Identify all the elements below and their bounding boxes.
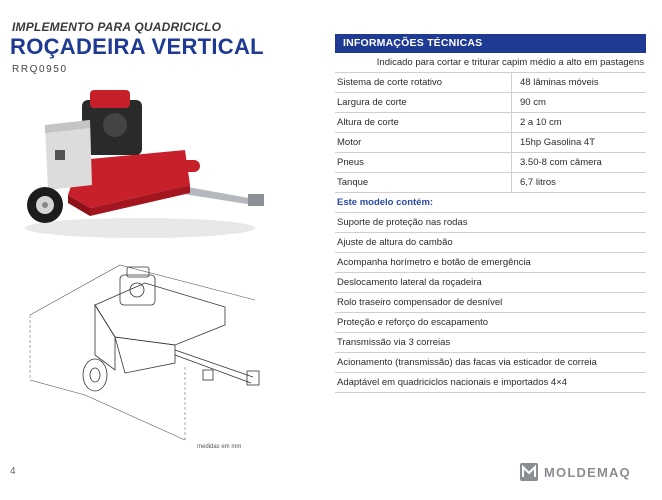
feature-item: Acionamento (transmissão) das facas via esticador de correia: [335, 353, 646, 373]
spec-value: 2 a 10 cm: [520, 117, 562, 128]
brand-name: MOLDEMAQ: [544, 464, 631, 480]
technical-drawing: [25, 245, 275, 445]
spec-value: 48 lâminas móveis: [520, 77, 599, 88]
spec-row: [335, 153, 646, 173]
spec-value: 15hp Gasolina 4T: [520, 137, 595, 148]
spec-value: 6,7 litros: [520, 177, 556, 188]
spec-label: Sistema de corte rotativo: [335, 73, 512, 92]
spec-value: 3.50-8 com câmera: [520, 157, 602, 168]
spec-label: Altura de corte: [335, 113, 512, 132]
spec-label: Tanque: [335, 173, 512, 192]
brand-logo: [520, 463, 631, 481]
feature-item: Deslocamento lateral da roçadeira: [335, 273, 646, 293]
spec-row: [335, 173, 646, 193]
specs-panel: [335, 34, 646, 393]
feature-item: Acompanha horímetro e botão de emergência: [335, 253, 646, 273]
page-number: 4: [10, 466, 16, 477]
feature-item: Adaptável em quadriciclos nacionais e importados 4×4: [335, 373, 646, 393]
product-code: RRQ0950: [12, 64, 68, 75]
spec-row: [335, 73, 646, 93]
dimensions-note: medidas em mm: [197, 444, 242, 450]
spec-row: [335, 93, 646, 113]
specs-heading: INFORMAÇÕES TÉCNICAS: [335, 34, 646, 53]
feature-item: Ajuste de altura do cambão: [335, 233, 646, 253]
spec-row: [335, 133, 646, 153]
product-category: IMPLEMENTO PARA QUADRICICLO: [12, 20, 222, 34]
spec-label: Motor: [335, 133, 512, 152]
spec-label: Pneus: [335, 153, 512, 172]
feature-item: Rolo traseiro compensador de desnível: [335, 293, 646, 313]
contents-heading: Este modelo contém:: [335, 193, 646, 213]
feature-item: Suporte de proteção nas rodas: [335, 213, 646, 233]
product-photo: [20, 90, 270, 240]
product-title: ROÇADEIRA VERTICAL: [10, 34, 264, 59]
feature-item: Proteção e reforço do escapamento: [335, 313, 646, 333]
spec-value: 90 cm: [520, 97, 546, 108]
specs-intro: Indicado para cortar e triturar capim médio a alto em pastagens: [335, 53, 646, 73]
moldemaq-logo-icon: [520, 463, 538, 481]
feature-item: Transmissão via 3 correias: [335, 333, 646, 353]
spec-row: [335, 113, 646, 133]
spec-label: Largura de corte: [335, 93, 512, 112]
